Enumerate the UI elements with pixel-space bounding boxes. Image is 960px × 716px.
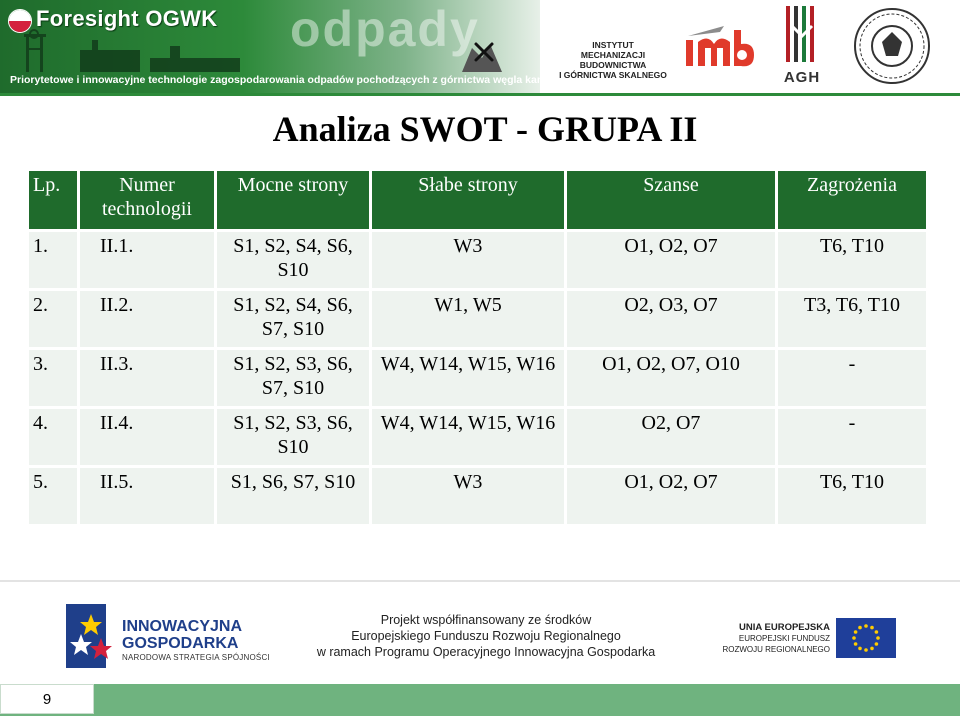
col-header-mocne: Mocne strony xyxy=(217,171,369,229)
cell-numer: II.5. xyxy=(80,468,214,524)
cell-lp: 1. xyxy=(29,232,77,288)
col-header-zagrozenia: Zagrożenia xyxy=(778,171,926,229)
cell-zagrozenia: T6, T10 xyxy=(778,232,926,288)
table-row xyxy=(29,232,926,288)
cell-lp: 3. xyxy=(29,350,77,406)
header-banner xyxy=(0,0,960,93)
agh-emblem-icon xyxy=(782,6,822,62)
swot-table xyxy=(26,168,929,527)
watermark-word: odpady xyxy=(290,1,480,57)
agh-label: AGH xyxy=(783,69,821,86)
eu-flag-icon xyxy=(836,618,896,658)
cell-numer: II.4. xyxy=(80,409,214,465)
cell-zagrozenia: - xyxy=(778,409,926,465)
banner-subtitle: Priorytetowe i innowacyjne technologie zagospodarowania odpadów pochodzących z górnictwa węgla kamiennego xyxy=(10,74,587,86)
innowacyjna-gospodarka-logo-icon xyxy=(66,604,118,668)
table-row xyxy=(29,468,926,524)
cell-szanse: O2, O7 xyxy=(567,409,775,465)
cell-numer: II.3. xyxy=(80,350,214,406)
cell-szanse: O1, O2, O7 xyxy=(567,232,775,288)
eu-fund-text: UNIA EUROPEJSKA EUROPEJSKI FUNDUSZ ROZWOJU REGIONALNEGO xyxy=(722,622,830,654)
cell-mocne: S1, S6, S7, S10 xyxy=(217,468,369,524)
cell-slabe: W4, W14, W15, W16 xyxy=(372,350,564,406)
table-header-row xyxy=(29,171,926,229)
cell-szanse: O1, O2, O7, O10 xyxy=(567,350,775,406)
table-row xyxy=(29,291,926,347)
cell-zagrozenia: T3, T6, T10 xyxy=(778,291,926,347)
funding-footer xyxy=(0,580,960,682)
project-brand: Foresight OGWK xyxy=(36,6,218,31)
col-header-slabe: Słabe strony xyxy=(372,171,564,229)
cell-lp: 2. xyxy=(29,291,77,347)
cell-zagrozenia: T6, T10 xyxy=(778,468,926,524)
cell-slabe: W3 xyxy=(372,232,564,288)
cell-slabe: W3 xyxy=(372,468,564,524)
agh-logo xyxy=(780,6,824,86)
cell-slabe: W4, W14, W15, W16 xyxy=(372,409,564,465)
cell-szanse: O1, O2, O7 xyxy=(567,468,775,524)
politechnika-slaska-seal-icon xyxy=(852,6,932,86)
col-header-numer: Numer technologii xyxy=(80,171,214,229)
slide-title: Analiza SWOT - GRUPA II xyxy=(272,109,698,149)
cell-zagrozenia: - xyxy=(778,350,926,406)
cell-lp: 5. xyxy=(29,468,77,524)
cell-lp: 4. xyxy=(29,409,77,465)
banner-divider xyxy=(0,93,960,96)
hammer-pick-icon xyxy=(462,36,502,76)
cell-mocne: S1, S2, S3, S6, S10 xyxy=(217,409,369,465)
cell-slabe: W1, W5 xyxy=(372,291,564,347)
col-header-szanse: Szanse xyxy=(567,171,775,229)
table-row xyxy=(29,409,926,465)
institute-name: INSTYTUT MECHANIZACJI BUDOWNICTWA I GÓRNICTWA SKALNEGO xyxy=(559,40,667,80)
cell-szanse: O2, O3, O7 xyxy=(567,291,775,347)
innowacyjna-gospodarka-text: INNOWACYJNA GOSPODARKA NARODOWA STRATEGIA SPÓJNOŚCI xyxy=(122,618,270,662)
cell-mocne: S1, S2, S4, S6, S7, S10 xyxy=(217,291,369,347)
imbigs-logo-icon xyxy=(684,26,756,70)
table-row xyxy=(29,350,926,406)
mine-tower-icon xyxy=(20,28,250,72)
cell-numer: II.1. xyxy=(80,232,214,288)
cofinancing-statement: Projekt współfinansowany ze środków Europejskiego Funduszu Rozwoju Regionalnego w ramach Programu Operacyjnego Innowacyjna Gospodarka xyxy=(316,613,656,659)
slide-number: 9 xyxy=(0,684,94,714)
cell-numer: II.2. xyxy=(80,291,214,347)
cell-mocne: S1, S2, S3, S6, S7, S10 xyxy=(217,350,369,406)
cell-mocne: S1, S2, S4, S6, S10 xyxy=(217,232,369,288)
col-header-lp: Lp. xyxy=(29,171,77,229)
footer-strip xyxy=(0,684,960,716)
